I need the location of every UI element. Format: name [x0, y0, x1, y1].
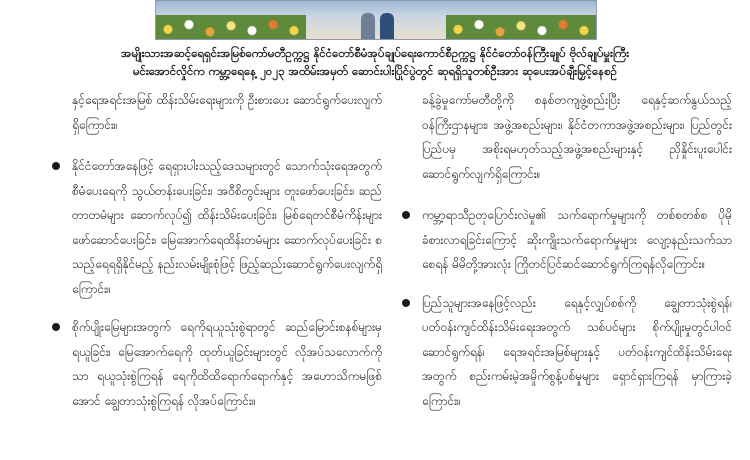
flower-arrangement-right	[446, 15, 596, 39]
left-column	[52, 88, 382, 427]
paragraph-text: စိုက်ပျိုးမြေများအတွက် ရေကိုရယူသုံးစွဲရာတွင် ဆည်မြောင်းစနစ်များမှ ရယူခြင်း၊ မြေအောက်ရေကို ထုတ်ယူခြင်းများတွင် လိုအပ်သလောက်ကိုသာ ရယူသုံးစွဲကြရန် ရေကိုထိထိရောက်ရောက်နှင့် အဟောသိကမဖြစ်အောင် ချွေတာသုံးစွဲကြရန် လိုအပ်ကြောင်း။	[72, 320, 382, 408]
caption-line: အမျိုးသားအဆင့်ရေရှင်းအမြစ်ကော်မတီဥက္ကဋ္ဌ နိုင်ငံတော်စီမံအုပ်ချုပ်ရေးကောင်စီဥက္ကဋ္ဌ နိုင်ငံတော်ဝန်ကြီးချုပ် ဗိုလ်ချုပ်မှူးကြီး	[120, 46, 630, 60]
paragraph-text: ပြည်သူများအနေဖြင့်လည်း ရေနှင့်လျှပ်စစ်ကို ချွေတာသုံးစွဲရန်၊ ပတ်ဝန်းကျင်ထိန်းသိမ်းရေးအတွက် သစ်ပင်များ စိုက်ပျိုးမှုတွင်ပါဝင်ဆောင်ရွက်ရန်၊ ရေအရင်းအမြစ်များနှင့် ပတ်ဝန်းကျင်ထိန်းသိမ်းရေးအတွက် စည်းကမ်းမဲ့အမှိုက်စွန့်ပစ်မှုများ ရှောင်ရှားကြရန် မှာကြားခဲ့ကြောင်း။	[422, 295, 732, 408]
bullet-paragraph	[402, 203, 732, 277]
bullet-icon	[402, 211, 410, 219]
bullet-icon	[52, 162, 60, 170]
bullet-paragraph	[52, 315, 382, 413]
paragraph: ခန့်ခွဲမှုကော်မတီတို့ကို စနစ်တကျဖွဲ့စည်းပြီး ရေနှင့်ဆက်နွယ်သည့် ဝန်ကြီးဌာနများ၊ အဖွဲ့အစည်းများ၊ နိုင်ငံတကာအဖွဲ့အစည်းများ၊ ပြည်တွင်းပြည်ပမှ အစိုးရမဟုတ်သည့်အဖွဲ့အစည်းများနှင့် ညှိနှိုင်းပူးပေါင်းဆောင်ရွက်လျက်ရှိကြောင်း။	[422, 93, 732, 181]
bullet-icon	[402, 299, 410, 307]
person-figure	[380, 13, 394, 39]
paragraph: နှင့်ရေအရင်းအမြစ် ထိန်းသိမ်းရေးများကို ဦးစားပေး ဆောင်ရွက်ပေးလျက်ရှိကြောင်း။	[72, 93, 382, 132]
photo-caption	[40, 44, 710, 80]
bullet-icon	[52, 323, 60, 331]
news-photo	[155, 0, 597, 40]
paragraph-text: နိုင်ငံတော်အနေဖြင့် ရေရှားပါးသည့်ဒေသများတွင် သောက်သုံးရေအတွက် စီမံပေးရေကို သွယ်တန်းပေးခြင်း၊ အဝီစိတွင်းများ တူးဖော်ပေးခြင်း၊ ဆည်တာတမံများ ဆောက်လုပ်၍ ထိန်းသိမ်းပေးခြင်း၊ မြစ်ရေတင်စီမံကိန်းများ ဖော်ဆောင်ပေးခြင်း၊ မြေအောက်ရေထိန်းတမံများ ဆောက်လုပ်ပေးခြင်း စသည့်ရေရရှိနိုင်မည့် နည်းလမ်းမျိုးစုံဖြင့် ဖြည့်ဆည်းဆောင်ရွက်ပေးလျက်ရှိကြောင်း။	[72, 159, 382, 296]
bullet-paragraph	[52, 154, 382, 301]
bullet-paragraph	[402, 291, 732, 414]
right-column	[402, 88, 732, 427]
caption-line: မင်းအောင်လှိုင်က ကမ္ဘာ့ရေနေ့ ၂၀၂၃ အထိမ်းအမှတ် ဆောင်းပါးပြိုင်ပွဲတွင် ဆုရရှိသူတစ်ဦးအား ဆုပေးအပ်ချီးမြှင့်နေစဉ်	[132, 64, 618, 78]
paragraph-text: ကမ္ဘာ့ရာသီဥတုပြောင်းလဲမှု၏ သက်ရောက်မှုများကို တစ်စတစ်စ ပိုမိုခံစားလာရခြင်းကြောင့် ဆိုးကျိုးသက်ရောက်မှုများ လျော့နည်းသက်သာစေရန် မိမိတို့အားလုံး ကြိုတင်ပြင်ဆင်ဆောင်ရွက်ကြရန်လိုကြောင်း။	[422, 208, 732, 271]
person-figure	[361, 13, 375, 39]
flower-arrangement-left	[156, 15, 306, 39]
